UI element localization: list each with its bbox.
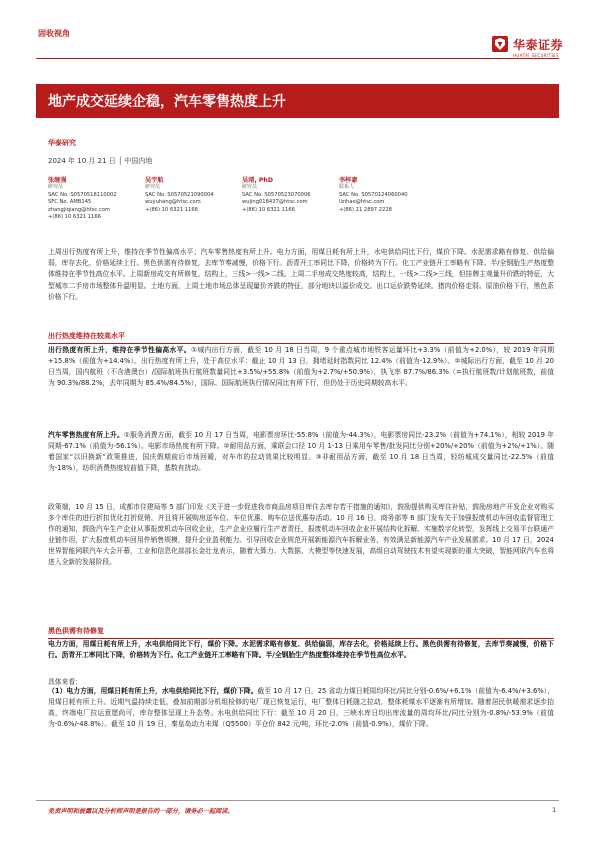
analyst-email[interactable]: wujing018437@htsc.com bbox=[242, 199, 308, 206]
analyst-email[interactable]: lizihao@htsc.com bbox=[339, 199, 385, 206]
analyst-sac: SAC No. S0570124060040 bbox=[339, 191, 408, 198]
analyst-card bbox=[242, 177, 337, 221]
analyst-email[interactable]: zhangjiqiang@htsc.com bbox=[48, 206, 110, 213]
page-number: 1 bbox=[552, 806, 557, 814]
analyst-phone: +(86) 10 6321 1166 bbox=[145, 206, 198, 213]
analyst-name: 吴靖, PhD bbox=[242, 177, 273, 184]
analyst-name: 吴宇航 bbox=[145, 177, 164, 184]
paragraph-lead: （1）电力方面，用煤日耗有所上升，水电供给同比下行，煤价下降。 bbox=[48, 687, 258, 695]
analyst-name: 张继强 bbox=[48, 177, 67, 184]
section-title: 出行热度维持在较高水平 bbox=[48, 332, 125, 340]
brand-logo bbox=[492, 34, 563, 54]
section-tag: 固收视角 bbox=[38, 29, 70, 38]
paragraph-travel bbox=[48, 345, 554, 389]
huatai-logo-icon bbox=[492, 36, 508, 52]
analyst-sac: SAC No. S0570521090004 bbox=[145, 191, 214, 198]
report-title: 地产成交延续企稳，汽车零售热度上升 bbox=[48, 94, 286, 110]
title-banner bbox=[36, 84, 559, 118]
header-divider bbox=[36, 58, 559, 59]
analyst-role: 研究员 bbox=[48, 184, 64, 191]
paragraph-body: 截至 10 月 17 日，25 省动力煤日耗周均环比/同比分别-0.6%/+6.1%（前值为-6.4%/+3.6%），用煤日耗有所上升。近期气温持续走低，叠加前期部分机组检修的电厂现已恢复运行，电厂整体日耗随之拉动，整体耗煤水平逐渐有所增加。随着居民供暖需求逐步抬高，终端电厂拉运意愿尚可，库存整体呈现上升态势。水电供给同比下行：截至 10 月 20 日，三峡水库日均出库流量的周均环比/同比分别为-0.8%/-53.9%（前值为-0.6%/-48.8%）。截至 10 月 19 日，秦皇岛动力末煤（Q5500）平仓价 842 元/吨，环比-2.0%（前值-0.9%），煤价下降。 bbox=[48, 687, 554, 729]
analyst-sfc: SFC No. AMB145 bbox=[48, 199, 92, 206]
paragraph-lead: 汽车零售热度有所上升。 bbox=[48, 431, 124, 439]
analyst-phone: +(86) 10 6321 1166 bbox=[242, 206, 295, 213]
analyst-email[interactable]: wuyuhang@htsc.com bbox=[145, 199, 201, 206]
analyst-phone: +(86) 10 6321 1166 bbox=[48, 214, 101, 221]
analyst-card bbox=[48, 177, 143, 221]
footer-disclaimer: 免责声明和披露以及分析师声明是报告的一部分，请务必一起阅读。 bbox=[48, 808, 234, 815]
paragraph-body: ①服务消费方面，截至 10 月 17 日当周，电影票房环比-55.8%（前值为-44.3%），电影票房同比-23.2%（前值为+74.1%），相较 2019 年同期-67.1%（前值为-56.1%）。电影市场热度有所下降。②耐用品方面，乘联会口径 10 月 1-13 日乘用车零售/批发同比分别+20%/+20%（前值为+2%/+1%）。随着国家“以旧换新”政策推进，国庆假期前后市场回暖，对车市的拉动效果比较明显。③非耐用品方面，截至 10 月 18 日当周，轻纺城成交量同比-22.5%（前值为-18%），纺织消费热度较前值下降，基数有扰动。 bbox=[48, 431, 555, 473]
analyst-role: 联系人 bbox=[339, 184, 355, 191]
paragraph-policy: 政策端，10 月 15 日，成都市住建局等 5 部门印发《关于进一步促进我市商品房项目库住去库存若干措施的通知》，鼓励提供购买库住补贴，鼓励房地产开发企业对购买多个库住的进行折扣优化打折促销，并且将开展购房送车位、车位优惠、购车位送优惠券活动。10 月 16 日，商务部等 6 部门发布关于加强报废机动车回收监督管理工作的通知，鼓励汽车生产企业从事报废机动车回收企业，生产企业应履行生产者责任，报废机动车回收企业开展结构化拆解、实施数字化转型，发挥线上交易平台联通产业链作用，扩大报废机动车回用件销售规模，提升企业盈利能力。引导回收企业规范开展新能源汽车拆解业务，有效满足新能源汽车产业发展需求。10 月 17 日，2024 世界智能网联汽车大会开幕，工业和信息化部部长金壮龙表示，随着大算力、大数据、大模型等快速发展，高级自动驾驶技术有望实现新的重大突破，智能网联汽车也将进入全新的发展阶段。 bbox=[48, 503, 554, 567]
paragraph-power bbox=[48, 686, 554, 730]
analyst-list bbox=[48, 177, 548, 221]
detail-label: 具体来看： bbox=[48, 678, 82, 686]
paragraph-lead: 出行热度有所上升，维持在季节性偏高水平。 bbox=[48, 346, 191, 354]
analyst-card bbox=[339, 177, 434, 221]
logo-text: 华泰证券 bbox=[513, 37, 564, 52]
report-date: 2024 年 10 月 21 日 │ 中国内地 bbox=[48, 157, 153, 165]
analyst-role: 研究员 bbox=[145, 184, 161, 191]
analyst-name: 李梓豪 bbox=[339, 177, 358, 184]
analyst-role: 研究员 bbox=[242, 184, 258, 191]
page-header bbox=[0, 0, 595, 62]
section-divider bbox=[48, 343, 554, 344]
paragraph-supply-summary bbox=[48, 639, 554, 661]
logo-subtext: HUATAI SECURITIES bbox=[513, 53, 559, 58]
section-supply bbox=[48, 626, 554, 639]
section-travel bbox=[48, 331, 554, 344]
research-label: 华泰研究 bbox=[48, 139, 76, 147]
section-title: 黑色供需有待修复 bbox=[48, 627, 104, 635]
paragraph-lead: 电力方面，用煤日耗有所上升，水电供给同比下行，煤价下降。水泥需求略有修复、供给偏弱，库存去化，价格延续上行。黑色供需有待修复，去库节奏减慢，价格下行。沥青开工率同比下降，价格转为下行。化工产业链开工率略有下降。半/全钢胎生产热度整体维持在季节性高位水平。 bbox=[48, 640, 554, 660]
paragraph-consumption bbox=[48, 430, 554, 474]
analyst-phone: +(86) 21 2897 2228 bbox=[339, 206, 392, 213]
paragraph-body: ①城内出行方面，截至 10 月 18 日当周，9 个重点城市地铁客运量环比+3.3%（前值为+2.0%），较 2019 年同期+15.8%（前值为+14.4%）。出行热度有所上升，处于高位水平：截止 10 月 13 日，拥堵延时指数同比 12.4%（前值为-12.9%）。②城际出行方面，截至 10 月 20 日当周，国内航班（不含港澳台）/国际航班执行航班数量同比+3.5%/+55.8%（前值为+2.7%/+50.9%），执飞率 87.7%/86.3%（=执行航班数/计划航班数，前值为 90.3%/88.2%，去年同期为 85.4%/84.5%），国际、国际航班执行情况同比有所下行，但仍处于历史同期较高水平。 bbox=[48, 346, 555, 388]
footer-divider bbox=[36, 800, 559, 801]
analyst-sac: SAC No. S0570523070006 bbox=[242, 191, 311, 198]
analyst-sac: SAC No. S0570518110002 bbox=[48, 191, 117, 198]
summary-paragraph: 上周出行热度有所上升，维持在季节性偏高水平；汽车零售热度有所上升。电力方面，用煤日耗有所上升，水电供给同比下行，煤价下降。水泥需求略有修复、供给偏弱，库存去化，价格延续上行。黑色供需有待修复，去库节奏减慢，价格下行。沥青开工率同比下降，价格转为下行。化工产业链开工率略有下降。半/全钢胎生产热度整体维持在季节性高位水平。上周新房成交有所修复，结构上，三线>一线>二线。上周二手房成交热度较高，结构上，一线>二线>三线，但挂牌主观量升价跌的特征，大型城市二手房市场整体升温明显。土地方面，上周土地市场总体呈现量价齐跌的特征，部分地块以溢价成交。出口运价跌势延续。猪肉价格走弱。原油价格下行，黑色系价格下行。 bbox=[48, 248, 554, 301]
analyst-card bbox=[145, 177, 240, 221]
